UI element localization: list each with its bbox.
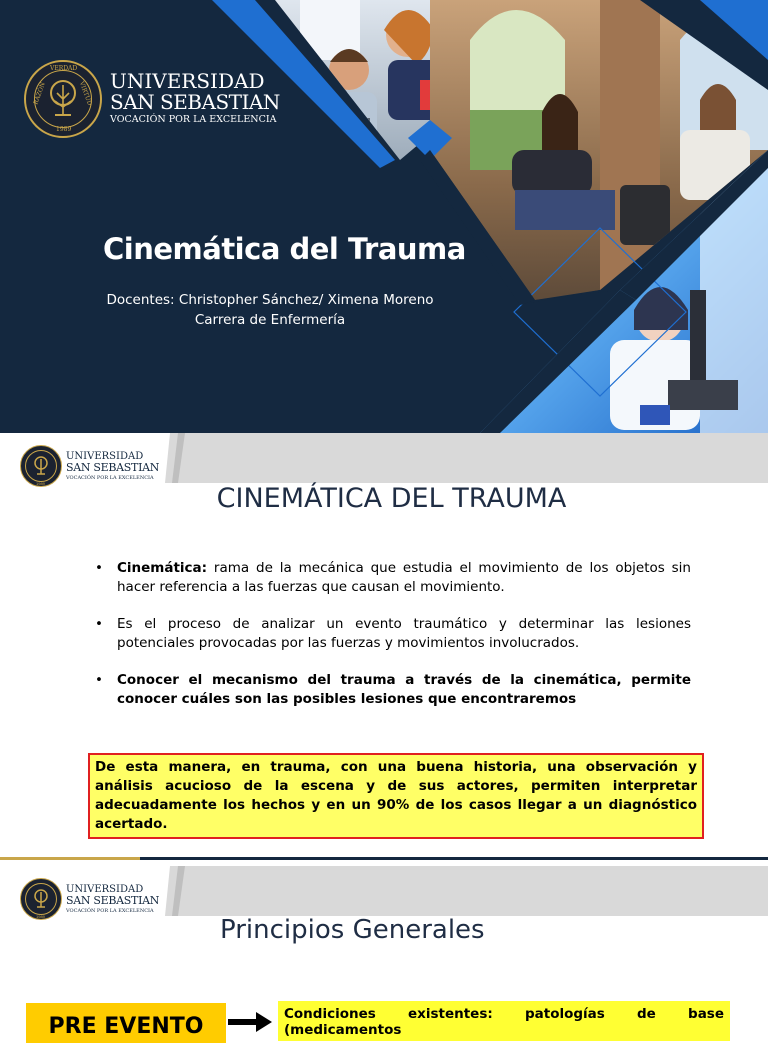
tree-icon [32,456,50,476]
bullet-dot: • [95,560,103,576]
university-seal-small [20,878,62,920]
seal-year: 1989 [36,481,45,486]
title-slide [0,0,768,433]
university-seal [24,60,102,138]
logo-line2: SAN SEBASTIAN [110,90,280,114]
bullet-bold: Conocer el mecanismo del trauma a través de la cinemática, permite conocer cuáles son las posibles lesiones que encontraremos [117,672,691,707]
logo-tagline: VOCACIÓN POR LA EXCELENCIA [110,114,277,125]
bullet-bold: Cinemática: [117,560,208,576]
bullet-text: Es el proceso de analizar un evento traumático y determinar las lesiones potenciales provocadas por las fuerzas y movimientos involucrados. [117,616,691,651]
bullet-item [95,615,691,653]
bullet-item [95,559,691,597]
slide-title: CINEMÁTICA DEL TRAUMA [216,483,567,514]
tree-icon [32,889,50,909]
pre-evento-box: PRE EVENTO [26,1003,226,1043]
arrow-right-icon [228,1010,274,1034]
bullet-dot: • [95,616,103,632]
content-slide-principios [0,860,768,1039]
bullet-item [95,671,691,709]
presentation-title: Cinemática del Trauma [103,232,466,266]
bullet-text: rama de la mecánica que estudia el movimiento de los objetos sin hacer referencia a las fuerzas que causan el movimiento. [117,560,691,595]
seal-year: 1989 [56,126,72,133]
university-logo [24,60,280,138]
docentes-text: Docentes: Christopher Sánchez/ Ximena Moreno [106,292,434,308]
bullet-list [95,559,691,727]
tree-icon [45,79,81,119]
seal-word-left: RAZÓN [32,81,47,106]
highlight-box: De esta manera, en trauma, con una buena historia, una observación y análisis acucioso de la escena y de sus actores, permiten interpretar adecuadamente los hechos y en un 90% de los casos llegar a un diagnóstico acertado. [88,753,704,839]
content-slide-cinematica [0,433,768,860]
university-logo-small [20,878,159,920]
condiciones-box: Condiciones existentes: patologías de base (medicamentos [278,1001,730,1041]
logo-tagline: VOCACIÓN POR LA EXCELENCIA [66,907,154,914]
logo-line1: UNIVERSIDAD [110,69,265,93]
seal-word-right: VIRTUD [77,80,94,107]
logo-line1: UNIVERSIDAD [66,450,144,462]
seal-word-top: VERDAD [50,65,78,72]
logo-line2: SAN SEBASTIAN [66,460,160,474]
seal-year: 1989 [36,914,45,919]
bullet-dot: • [95,672,103,688]
logo-line2: SAN SEBASTIAN [66,893,160,907]
university-logo-small [20,445,159,487]
logo-line1: UNIVERSIDAD [66,883,144,895]
logo-tagline: VOCACIÓN POR LA EXCELENCIA [66,474,154,481]
slide-title: Principios Generales [220,915,485,945]
carrera-text: Carrera de Enfermería [194,312,346,328]
university-seal-small [20,445,62,487]
